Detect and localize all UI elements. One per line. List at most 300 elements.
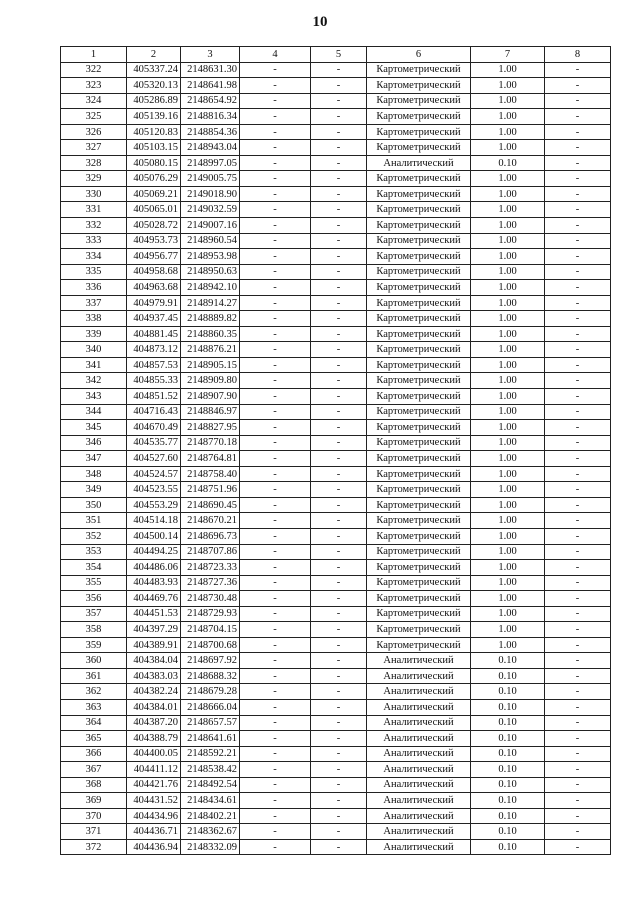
col4-value-cell: - — [240, 824, 311, 840]
table-row — [61, 311, 611, 327]
col4-value-cell: - — [240, 404, 311, 420]
col8-value-cell: - — [545, 528, 611, 544]
y-coordinate-cell: 2148816.34 — [181, 109, 240, 125]
col5-value-cell: - — [311, 186, 367, 202]
col5-value-cell: - — [311, 93, 367, 109]
table-row — [61, 544, 611, 560]
point-number-cell: 326 — [61, 124, 127, 140]
accuracy-cell: 1.00 — [471, 435, 545, 451]
x-coordinate-cell: 405028.72 — [127, 218, 181, 234]
accuracy-cell: 0.10 — [471, 699, 545, 715]
x-coordinate-cell: 404494.25 — [127, 544, 181, 560]
method-cell: Картометрический — [367, 342, 471, 358]
x-coordinate-cell: 404436.94 — [127, 839, 181, 855]
col5-value-cell: - — [311, 62, 367, 78]
point-number-cell: 340 — [61, 342, 127, 358]
y-coordinate-cell: 2148730.48 — [181, 591, 240, 607]
col5-value-cell: - — [311, 295, 367, 311]
method-cell: Аналитический — [367, 793, 471, 809]
col8-value-cell: - — [545, 699, 611, 715]
y-coordinate-cell: 2148909.80 — [181, 373, 240, 389]
coordinates-table — [60, 46, 611, 855]
col5-value-cell: - — [311, 389, 367, 405]
col8-value-cell: - — [545, 808, 611, 824]
col5-value-cell: - — [311, 699, 367, 715]
table-row — [61, 280, 611, 296]
accuracy-cell: 1.00 — [471, 93, 545, 109]
x-coordinate-cell: 404523.55 — [127, 482, 181, 498]
col4-value-cell: - — [240, 575, 311, 591]
col5-value-cell: - — [311, 109, 367, 125]
table-row — [61, 186, 611, 202]
col4-value-cell: - — [240, 389, 311, 405]
col5-value-cell: - — [311, 653, 367, 669]
col4-value-cell: - — [240, 78, 311, 94]
accuracy-cell: 1.00 — [471, 373, 545, 389]
y-coordinate-cell: 2148914.27 — [181, 295, 240, 311]
x-coordinate-cell: 404937.45 — [127, 311, 181, 327]
col5-value-cell: - — [311, 497, 367, 513]
col5-value-cell: - — [311, 762, 367, 778]
col5-value-cell: - — [311, 249, 367, 265]
point-number-cell: 331 — [61, 202, 127, 218]
col5-value-cell: - — [311, 202, 367, 218]
table-row — [61, 668, 611, 684]
y-coordinate-cell: 2148704.15 — [181, 622, 240, 638]
method-cell: Аналитический — [367, 731, 471, 747]
method-cell: Аналитический — [367, 699, 471, 715]
col4-value-cell: - — [240, 528, 311, 544]
table-row — [61, 466, 611, 482]
col8-value-cell: - — [545, 668, 611, 684]
column-header: 6 — [367, 47, 471, 63]
col5-value-cell: - — [311, 793, 367, 809]
col4-value-cell: - — [240, 326, 311, 342]
method-cell: Картометрический — [367, 62, 471, 78]
point-number-cell: 339 — [61, 326, 127, 342]
col4-value-cell: - — [240, 560, 311, 576]
col5-value-cell: - — [311, 513, 367, 529]
method-cell: Картометрический — [367, 218, 471, 234]
accuracy-cell: 1.00 — [471, 233, 545, 249]
point-number-cell: 367 — [61, 762, 127, 778]
col4-value-cell: - — [240, 777, 311, 793]
col4-value-cell: - — [240, 249, 311, 265]
point-number-cell: 355 — [61, 575, 127, 591]
accuracy-cell: 1.00 — [471, 171, 545, 187]
table-row — [61, 404, 611, 420]
col8-value-cell: - — [545, 326, 611, 342]
method-cell: Аналитический — [367, 668, 471, 684]
y-coordinate-cell: 2148688.32 — [181, 668, 240, 684]
col4-value-cell: - — [240, 668, 311, 684]
x-coordinate-cell: 404486.06 — [127, 560, 181, 576]
accuracy-cell: 0.10 — [471, 155, 545, 171]
table-row — [61, 389, 611, 405]
accuracy-cell: 1.00 — [471, 218, 545, 234]
col4-value-cell: - — [240, 140, 311, 156]
method-cell: Картометрический — [367, 124, 471, 140]
point-number-cell: 346 — [61, 435, 127, 451]
col4-value-cell: - — [240, 808, 311, 824]
accuracy-cell: 0.10 — [471, 668, 545, 684]
y-coordinate-cell: 2148770.18 — [181, 435, 240, 451]
x-coordinate-cell: 404383.03 — [127, 668, 181, 684]
point-number-cell: 334 — [61, 249, 127, 265]
col4-value-cell: - — [240, 264, 311, 280]
method-cell: Картометрический — [367, 435, 471, 451]
point-number-cell: 348 — [61, 466, 127, 482]
x-coordinate-cell: 404855.33 — [127, 373, 181, 389]
accuracy-cell: 1.00 — [471, 311, 545, 327]
table-row — [61, 497, 611, 513]
x-coordinate-cell: 404421.76 — [127, 777, 181, 793]
col5-value-cell: - — [311, 668, 367, 684]
col5-value-cell: - — [311, 140, 367, 156]
x-coordinate-cell: 404436.71 — [127, 824, 181, 840]
y-coordinate-cell: 2148889.82 — [181, 311, 240, 327]
accuracy-cell: 1.00 — [471, 637, 545, 653]
point-number-cell: 330 — [61, 186, 127, 202]
point-number-cell: 360 — [61, 653, 127, 669]
col5-value-cell: - — [311, 373, 367, 389]
col8-value-cell: - — [545, 389, 611, 405]
col5-value-cell: - — [311, 777, 367, 793]
col8-value-cell: - — [545, 560, 611, 576]
x-coordinate-cell: 404389.91 — [127, 637, 181, 653]
col4-value-cell: - — [240, 186, 311, 202]
col4-value-cell: - — [240, 746, 311, 762]
point-number-cell: 363 — [61, 699, 127, 715]
col4-value-cell: - — [240, 622, 311, 638]
method-cell: Картометрический — [367, 591, 471, 607]
y-coordinate-cell: 2148907.90 — [181, 389, 240, 405]
accuracy-cell: 1.00 — [471, 575, 545, 591]
point-number-cell: 343 — [61, 389, 127, 405]
accuracy-cell: 1.00 — [471, 78, 545, 94]
table-row — [61, 528, 611, 544]
col4-value-cell: - — [240, 513, 311, 529]
col8-value-cell: - — [545, 171, 611, 187]
accuracy-cell: 0.10 — [471, 824, 545, 840]
method-cell: Картометрический — [367, 249, 471, 265]
col8-value-cell: - — [545, 513, 611, 529]
table-row — [61, 606, 611, 622]
x-coordinate-cell: 405065.01 — [127, 202, 181, 218]
col8-value-cell: - — [545, 622, 611, 638]
col8-value-cell: - — [545, 109, 611, 125]
table-row — [61, 451, 611, 467]
accuracy-cell: 1.00 — [471, 544, 545, 560]
method-cell: Аналитический — [367, 777, 471, 793]
y-coordinate-cell: 2148854.36 — [181, 124, 240, 140]
col5-value-cell: - — [311, 622, 367, 638]
y-coordinate-cell: 2148764.81 — [181, 451, 240, 467]
col4-value-cell: - — [240, 435, 311, 451]
x-coordinate-cell: 404387.20 — [127, 715, 181, 731]
accuracy-cell: 1.00 — [471, 202, 545, 218]
x-coordinate-cell: 404716.43 — [127, 404, 181, 420]
col4-value-cell: - — [240, 731, 311, 747]
y-coordinate-cell: 2148492.54 — [181, 777, 240, 793]
point-number-cell: 369 — [61, 793, 127, 809]
col8-value-cell: - — [545, 357, 611, 373]
x-coordinate-cell: 404384.01 — [127, 699, 181, 715]
col5-value-cell: - — [311, 342, 367, 358]
x-coordinate-cell: 404963.68 — [127, 280, 181, 296]
x-coordinate-cell: 404881.45 — [127, 326, 181, 342]
col4-value-cell: - — [240, 637, 311, 653]
method-cell: Картометрический — [367, 233, 471, 249]
col8-value-cell: - — [545, 233, 611, 249]
col4-value-cell: - — [240, 124, 311, 140]
col4-value-cell: - — [240, 420, 311, 436]
y-coordinate-cell: 2148997.05 — [181, 155, 240, 171]
col5-value-cell: - — [311, 606, 367, 622]
accuracy-cell: 1.00 — [471, 466, 545, 482]
y-coordinate-cell: 2148751.96 — [181, 482, 240, 498]
point-number-cell: 352 — [61, 528, 127, 544]
column-header: 7 — [471, 47, 545, 63]
accuracy-cell: 1.00 — [471, 62, 545, 78]
point-number-cell: 356 — [61, 591, 127, 607]
point-number-cell: 322 — [61, 62, 127, 78]
x-coordinate-cell: 404857.53 — [127, 357, 181, 373]
col8-value-cell: - — [545, 544, 611, 560]
x-coordinate-cell: 405076.29 — [127, 171, 181, 187]
accuracy-cell: 1.00 — [471, 357, 545, 373]
accuracy-cell: 0.10 — [471, 808, 545, 824]
x-coordinate-cell: 404411.12 — [127, 762, 181, 778]
col5-value-cell: - — [311, 466, 367, 482]
method-cell: Картометрический — [367, 78, 471, 94]
col8-value-cell: - — [545, 466, 611, 482]
accuracy-cell: 1.00 — [471, 420, 545, 436]
accuracy-cell: 1.00 — [471, 109, 545, 125]
x-coordinate-cell: 404469.76 — [127, 591, 181, 607]
x-coordinate-cell: 405069.21 — [127, 186, 181, 202]
y-coordinate-cell: 2148690.45 — [181, 497, 240, 513]
y-coordinate-cell: 2148707.86 — [181, 544, 240, 560]
y-coordinate-cell: 2148641.98 — [181, 78, 240, 94]
point-number-cell: 362 — [61, 684, 127, 700]
point-number-cell: 353 — [61, 544, 127, 560]
col4-value-cell: - — [240, 62, 311, 78]
accuracy-cell: 1.00 — [471, 124, 545, 140]
method-cell: Картометрический — [367, 357, 471, 373]
col4-value-cell: - — [240, 218, 311, 234]
point-number-cell: 324 — [61, 93, 127, 109]
y-coordinate-cell: 2148942.10 — [181, 280, 240, 296]
col8-value-cell: - — [545, 762, 611, 778]
y-coordinate-cell: 2148592.21 — [181, 746, 240, 762]
x-coordinate-cell: 404388.79 — [127, 731, 181, 747]
point-number-cell: 366 — [61, 746, 127, 762]
point-number-cell: 336 — [61, 280, 127, 296]
column-header: 4 — [240, 47, 311, 63]
table-row — [61, 808, 611, 824]
col4-value-cell: - — [240, 482, 311, 498]
point-number-cell: 344 — [61, 404, 127, 420]
col5-value-cell: - — [311, 218, 367, 234]
point-number-cell: 372 — [61, 839, 127, 855]
col4-value-cell: - — [240, 591, 311, 607]
point-number-cell: 342 — [61, 373, 127, 389]
point-number-cell: 329 — [61, 171, 127, 187]
table-row — [61, 762, 611, 778]
method-cell: Аналитический — [367, 824, 471, 840]
method-cell: Аналитический — [367, 808, 471, 824]
col8-value-cell: - — [545, 824, 611, 840]
table-row — [61, 62, 611, 78]
point-number-cell: 341 — [61, 357, 127, 373]
col8-value-cell: - — [545, 451, 611, 467]
x-coordinate-cell: 404979.91 — [127, 295, 181, 311]
point-number-cell: 361 — [61, 668, 127, 684]
method-cell: Картометрический — [367, 373, 471, 389]
col5-value-cell: - — [311, 78, 367, 94]
table-row — [61, 140, 611, 156]
col4-value-cell: - — [240, 684, 311, 700]
col4-value-cell: - — [240, 233, 311, 249]
col4-value-cell: - — [240, 155, 311, 171]
col8-value-cell: - — [545, 140, 611, 156]
col4-value-cell: - — [240, 280, 311, 296]
x-coordinate-cell: 405320.13 — [127, 78, 181, 94]
method-cell: Картометрический — [367, 109, 471, 125]
table-row — [61, 78, 611, 94]
accuracy-cell: 0.10 — [471, 762, 545, 778]
accuracy-cell: 0.10 — [471, 746, 545, 762]
table-header-row — [61, 47, 611, 63]
column-header: 5 — [311, 47, 367, 63]
method-cell: Картометрический — [367, 326, 471, 342]
col8-value-cell: - — [545, 249, 611, 265]
col5-value-cell: - — [311, 357, 367, 373]
x-coordinate-cell: 405139.16 — [127, 109, 181, 125]
accuracy-cell: 1.00 — [471, 451, 545, 467]
method-cell: Картометрический — [367, 466, 471, 482]
method-cell: Картометрический — [367, 606, 471, 622]
table-row — [61, 264, 611, 280]
x-coordinate-cell: 404384.04 — [127, 653, 181, 669]
col8-value-cell: - — [545, 280, 611, 296]
col8-value-cell: - — [545, 793, 611, 809]
method-cell: Картометрический — [367, 420, 471, 436]
table-row — [61, 373, 611, 389]
table-body — [61, 62, 611, 855]
accuracy-cell: 0.10 — [471, 731, 545, 747]
method-cell: Картометрический — [367, 404, 471, 420]
accuracy-cell: 1.00 — [471, 140, 545, 156]
method-cell: Картометрический — [367, 389, 471, 405]
point-number-cell: 327 — [61, 140, 127, 156]
accuracy-cell: 1.00 — [471, 186, 545, 202]
x-coordinate-cell: 404524.57 — [127, 466, 181, 482]
col5-value-cell: - — [311, 839, 367, 855]
method-cell: Картометрический — [367, 528, 471, 544]
accuracy-cell: 1.00 — [471, 606, 545, 622]
col8-value-cell: - — [545, 435, 611, 451]
col5-value-cell: - — [311, 311, 367, 327]
col5-value-cell: - — [311, 155, 367, 171]
y-coordinate-cell: 2148670.21 — [181, 513, 240, 529]
col4-value-cell: - — [240, 606, 311, 622]
col8-value-cell: - — [545, 62, 611, 78]
col5-value-cell: - — [311, 715, 367, 731]
table-row — [61, 420, 611, 436]
point-number-cell: 358 — [61, 622, 127, 638]
y-coordinate-cell: 2148362.67 — [181, 824, 240, 840]
x-coordinate-cell: 404397.29 — [127, 622, 181, 638]
col5-value-cell: - — [311, 435, 367, 451]
table-row — [61, 793, 611, 809]
table-row — [61, 777, 611, 793]
y-coordinate-cell: 2148654.92 — [181, 93, 240, 109]
table-row — [61, 839, 611, 855]
x-coordinate-cell: 405120.83 — [127, 124, 181, 140]
table-row — [61, 357, 611, 373]
method-cell: Картометрический — [367, 186, 471, 202]
y-coordinate-cell: 2149007.16 — [181, 218, 240, 234]
accuracy-cell: 1.00 — [471, 482, 545, 498]
col8-value-cell: - — [545, 295, 611, 311]
point-number-cell: 328 — [61, 155, 127, 171]
y-coordinate-cell: 2148666.04 — [181, 699, 240, 715]
col4-value-cell: - — [240, 109, 311, 125]
accuracy-cell: 1.00 — [471, 295, 545, 311]
col8-value-cell: - — [545, 777, 611, 793]
y-coordinate-cell: 2148723.33 — [181, 560, 240, 576]
table-row — [61, 653, 611, 669]
accuracy-cell: 1.00 — [471, 389, 545, 405]
y-coordinate-cell: 2148953.98 — [181, 249, 240, 265]
col8-value-cell: - — [545, 746, 611, 762]
table-row — [61, 575, 611, 591]
col4-value-cell: - — [240, 93, 311, 109]
table-row — [61, 109, 611, 125]
point-number-cell: 351 — [61, 513, 127, 529]
method-cell: Аналитический — [367, 684, 471, 700]
method-cell: Картометрический — [367, 513, 471, 529]
page-number: 10 — [312, 14, 328, 30]
point-number-cell: 357 — [61, 606, 127, 622]
col4-value-cell: - — [240, 839, 311, 855]
table-row — [61, 684, 611, 700]
col5-value-cell: - — [311, 233, 367, 249]
accuracy-cell: 0.10 — [471, 684, 545, 700]
col5-value-cell: - — [311, 404, 367, 420]
point-number-cell: 337 — [61, 295, 127, 311]
col4-value-cell: - — [240, 295, 311, 311]
x-coordinate-cell: 404527.60 — [127, 451, 181, 467]
col8-value-cell: - — [545, 839, 611, 855]
table-row — [61, 155, 611, 171]
point-number-cell: 364 — [61, 715, 127, 731]
accuracy-cell: 1.00 — [471, 591, 545, 607]
col4-value-cell: - — [240, 544, 311, 560]
table-row — [61, 233, 611, 249]
col5-value-cell: - — [311, 482, 367, 498]
x-coordinate-cell: 404873.12 — [127, 342, 181, 358]
accuracy-cell: 1.00 — [471, 264, 545, 280]
method-cell: Картометрический — [367, 482, 471, 498]
x-coordinate-cell: 404431.52 — [127, 793, 181, 809]
method-cell: Картометрический — [367, 497, 471, 513]
x-coordinate-cell: 404958.68 — [127, 264, 181, 280]
point-number-cell: 350 — [61, 497, 127, 513]
col8-value-cell: - — [545, 420, 611, 436]
